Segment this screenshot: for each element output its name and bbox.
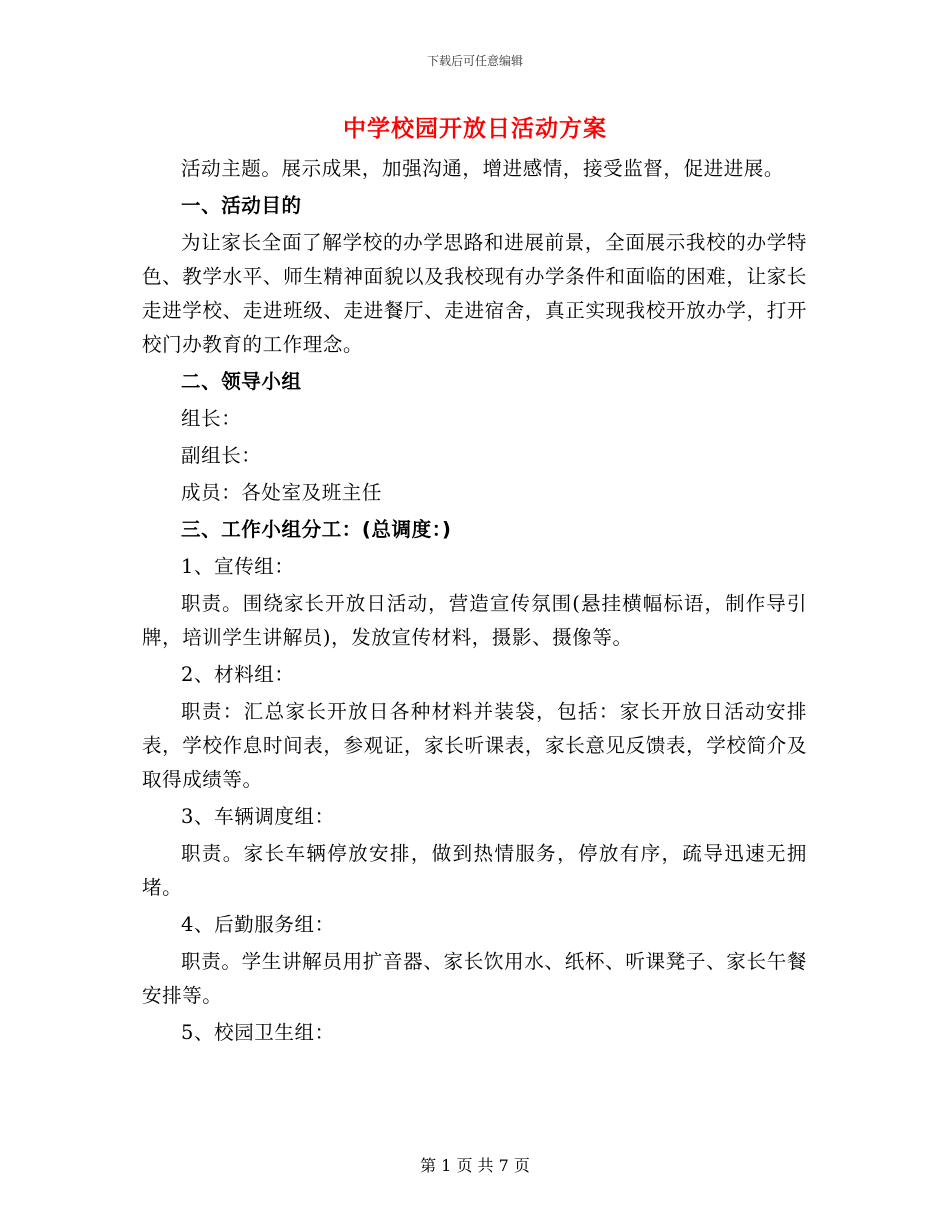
paragraph-logistics-duty: 职责。学生讲解员用扩音器、家长饮用水、纸杯、听课凳子、家长午餐安排等。	[142, 950, 807, 1007]
section-heading-division: 三、工作小组分工：(总调度：)	[181, 518, 452, 541]
subsection-logistics: 4、后勤服务组：	[181, 913, 335, 936]
document-title: 中学校园开放日活动方案	[343, 116, 607, 142]
page-footer: 第 1 页 共 7 页	[420, 1156, 530, 1175]
subsection-publicity: 1、宣传组：	[181, 555, 295, 578]
document-body	[142, 152, 807, 1053]
paragraph-deputy-leader: 副组长：	[181, 444, 262, 467]
paragraph-theme: 活动主题。展示成果，加强沟通，增进感情，接受监督，促进进展。	[181, 157, 785, 180]
paragraph-leader: 组长：	[181, 407, 242, 430]
subsection-sanitation: 5、校园卫生组：	[181, 1021, 335, 1044]
paragraph-purpose: 为让家长全面了解学校的办学思路和进展前景，全面展示我校的办学特色、教学水平、师生精神面貌以及我校现有办学条件和面临的困难，让家长走进学校、走进班级、走进餐厅、走进宿舍，真正实现我校开放办学，打开校门办教育的工作理念。	[142, 231, 807, 356]
subsection-vehicles: 3、车辆调度组：	[181, 805, 335, 828]
paragraph-materials-duty: 职责：汇总家长开放日各种材料并装袋，包括：家长开放日活动安排表，学校作息时间表，参观证，家长听课表，家长意见反馈表，学校简介及取得成绩等。	[142, 700, 807, 791]
paragraph-members: 成员：各处室及班主任	[181, 481, 383, 504]
subsection-materials: 2、材料组：	[181, 663, 295, 686]
page-header: 下载后可任意编辑	[426, 54, 523, 68]
section-heading-purpose: 一、活动目的	[181, 194, 302, 217]
paragraph-vehicles-duty: 职责。家长车辆停放安排，做到热情服务，停放有序，疏导迅速无拥堵。	[142, 842, 807, 899]
section-heading-leadership: 二、领导小组	[181, 370, 302, 393]
paragraph-publicity-duty: 职责。围绕家长开放日活动，营造宣传氛围(悬挂横幅标语，制作导引牌，培训学生讲解员)，发放宣传材料，摄影、摄像等。	[142, 592, 807, 649]
